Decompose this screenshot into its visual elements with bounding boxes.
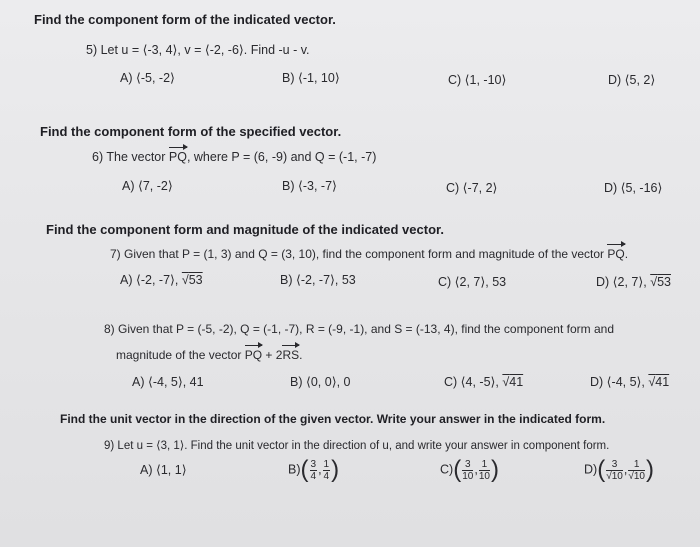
q8-choice-b: B) ⟨0, 0⟩, 0: [290, 375, 351, 389]
section-heading-3: Find the component form and magnitude of the indicated vector.: [46, 222, 444, 237]
q9-c-label: C): [440, 462, 454, 477]
q7-a-root: √ 53: [182, 273, 203, 287]
q8-d-text: D) ⟨-4, 5⟩,: [590, 375, 649, 389]
q5-choice-b: B) ⟨-1, 10⟩: [282, 71, 340, 85]
q9-c-frac-1: $\frac{3}{10}$: [462, 458, 474, 482]
q7-post: .: [624, 247, 629, 261]
q8-mid: + 2: [262, 348, 283, 362]
q7-choice-c: C) ⟨2, 7⟩, 53: [438, 275, 507, 289]
question-9: 9) Let u = ⟨3, 1⟩. Find the unit vector in the direction of u, and write your answer in component form.: [104, 440, 610, 452]
question-8-line-2: [116, 348, 302, 362]
q6-choice-d: D) ⟨5, -16⟩: [604, 181, 663, 195]
question-8-line-1: 8) Given that P = (-5, -2), Q = (-1, -7), R = (-9, -1), and S = (-13, 4), find the component form and: [104, 322, 614, 336]
q9-choice-b: B)( $\frac{3}{4}$ , $\frac{1}{4}$ ): [288, 456, 340, 483]
q9-d-frac-1: 3 √ 10: [606, 459, 623, 482]
vector-pq: PQ: [168, 150, 187, 164]
q8-d-root: √ 41: [648, 375, 669, 389]
vector-rs: RS: [282, 348, 300, 362]
q7-choice-a: [120, 272, 203, 287]
q8-c-text: C) ⟨4, -5⟩,: [444, 375, 503, 389]
vector-pq: PQ: [607, 247, 625, 261]
section-heading-1: Find the component form of the indicated vector.: [34, 12, 336, 27]
q9-b-label: B): [288, 462, 301, 477]
q9-c-frac-2: $\frac{1}{10}$: [478, 458, 490, 482]
q5-choice-a: A) ⟨-5, -2⟩: [120, 71, 175, 85]
q5-choice-d: D) ⟨5, 2⟩: [608, 73, 656, 87]
q9-b-frac-2: $\frac{1}{4}$: [323, 458, 330, 482]
q6-pre: 6) The vector: [92, 150, 169, 164]
question-6: [92, 150, 376, 164]
q8-choice-c: [444, 374, 523, 389]
q7-choice-d: [596, 274, 671, 289]
q6-choice-a: A) ⟨7, -2⟩: [122, 179, 173, 193]
q8-c-root: √ 41: [502, 375, 523, 389]
question-5: 5) Let u = ⟨-3, 4⟩, v = ⟨-2, -6⟩. Find -u - v.: [86, 43, 310, 57]
q9-b-frac-1: $\frac{3}{4}$: [310, 458, 317, 482]
q6-choice-b: B) ⟨-3, -7⟩: [282, 179, 337, 193]
q8-choice-a: A) ⟨-4, 5⟩, 41: [132, 375, 204, 389]
q8-line2-post: .: [299, 348, 303, 362]
q9-d-label: D): [584, 462, 598, 477]
section-heading-2: Find the component form of the specified vector.: [40, 124, 342, 139]
q7-a-text: A) ⟨-2, -7⟩,: [120, 273, 182, 287]
q9-choice-c: C)( $\frac{3}{10}$ , $\frac{1}{10}$ ): [440, 456, 499, 483]
question-7: [110, 247, 628, 261]
q9-d-frac-2: 1 √ 10: [628, 459, 645, 482]
q6-post: , where P = (6, -9) and Q = (-1, -7): [186, 150, 377, 164]
q9-choice-a: A) ⟨1, 1⟩: [140, 463, 187, 477]
q7-pre: 7) Given that P = (1, 3) and Q = (3, 10), find the component form and magnitude of the vector: [110, 247, 608, 261]
q8-choice-d: [590, 374, 669, 389]
q7-choice-b: B) ⟨-2, -7⟩, 53: [280, 273, 356, 287]
q9-choice-d: D)( 3 √ 10 , 1 √ 10 ): [584, 458, 654, 482]
q7-d-root: √ 53: [650, 275, 671, 289]
q6-choice-c: C) ⟨-7, 2⟩: [446, 181, 498, 195]
q5-choice-c: C) ⟨1, -10⟩: [448, 73, 507, 87]
q8-line2-pre: magnitude of the vector: [116, 348, 245, 362]
section-heading-4: Find the unit vector in the direction of the given vector. Write your answer in the indicated form.: [60, 412, 606, 426]
vector-pq: PQ: [244, 348, 263, 362]
q7-d-text: D) ⟨2, 7⟩,: [596, 275, 651, 289]
